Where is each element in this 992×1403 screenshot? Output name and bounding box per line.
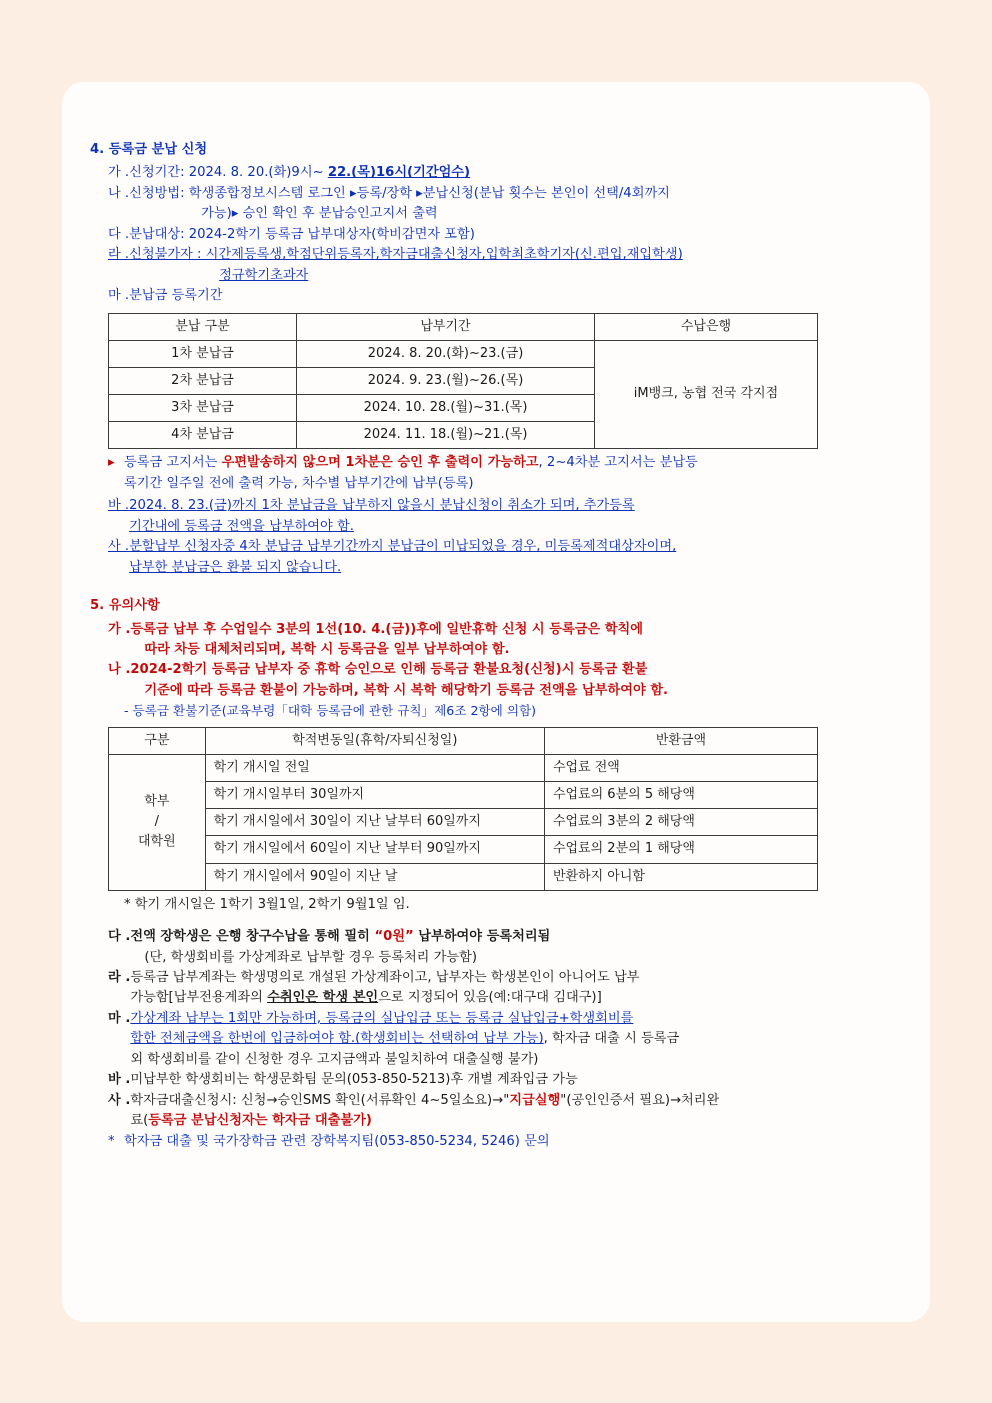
item-label: 가 . — [108, 165, 130, 181]
section-5-item-ba — [108, 1070, 902, 1090]
note-text-post: , 2~4차분 고지서는 분납등 — [538, 455, 698, 471]
table-header-row — [109, 727, 818, 754]
col-header-division: 분납 구분 — [109, 313, 297, 340]
category-line-1: 학부 — [144, 794, 170, 810]
item-text: 등록금 납부계좌는 학생명의로 개설된 가상계좌이고, 납부자는 학생본인이 아니어도 납부 — [130, 970, 640, 986]
item-cont-part-2: , 학자금 대출 시 등록금 — [543, 1031, 680, 1047]
note-text-line2: 록기간 일주일 전에 출력 가능, 차수별 납부기간에 납부(등록) — [124, 475, 474, 491]
item-label: 나 . — [108, 185, 130, 201]
item-text-cont: 기간내에 등록금 전액을 납부하여야 함. — [129, 518, 354, 534]
col-header-period: 납부기간 — [297, 313, 595, 340]
item-text-part-3: "(공인인증서 필요)→처리완 — [560, 1092, 720, 1108]
cell-period: 2024. 10. 28.(월)~31.(목) — [297, 395, 595, 422]
cell-division: 3차 분납금 — [109, 395, 297, 422]
item-cont-part-1: 가능함[납부전용계좌의 — [130, 990, 268, 1006]
section-4-item-ma — [108, 286, 902, 306]
item-text: 분할납부 신청자중 4차 분납금 납부기간까지 분납금이 미납되었을 경우, 미등록제적대상자이며, — [129, 539, 677, 555]
item-text: 미납부한 학생회비는 학생문화팀 문의(053-850-5213)후 개별 계좌입금 가능 — [130, 1072, 578, 1088]
table-row — [109, 754, 818, 781]
item-text: 신청불가자 : 시간제등록생,학점단위등록자,학자금대출신청자,입학최초학기자(신.편입,재입학생) — [129, 247, 683, 263]
section-4-item-da — [108, 225, 902, 245]
item-label: 사 . — [108, 539, 130, 555]
item-label: 바 . — [108, 498, 130, 514]
section-5-item-ma — [108, 1009, 902, 1070]
refund-standard-note: - 등록금 환불기준(교육부령「대학 등록금에 관한 규칙」제6조 2항에 의함) — [124, 703, 537, 719]
cell-refund-amount: 수업료의 2분의 1 해당액 — [544, 836, 817, 863]
asterisk-icon: * — [108, 1133, 115, 1149]
item-text: 가상계좌 납부는 1회만 가능하며, 등록금의 실납입금 또는 등록금 실납입금+학생회비를 — [130, 1010, 634, 1026]
table-row — [109, 809, 818, 836]
section-4-item-ra — [108, 245, 902, 286]
section-4-heading: 4. 등록금 분납 신청 — [90, 142, 208, 157]
cell-refund-amount: 수업료 전액 — [544, 754, 817, 781]
item-cont-part-2: 등록금 분납신청자는 학자금 대출불가) — [148, 1113, 372, 1129]
item-label: 다 . — [108, 929, 131, 945]
cell-change-date: 학기 개시일에서 60일이 지난 날부터 90일까지 — [205, 836, 544, 863]
section-4-item-ba — [108, 496, 902, 537]
item-label: 다 . — [108, 226, 130, 242]
note-text-pre: 등록금 고지서는 — [124, 455, 222, 471]
cell-period: 2024. 8. 20.(화)~23.(금) — [297, 340, 595, 367]
item-text: 등록금 납부 후 수업일수 3분의 1선(10. 4.(금))후에 일반휴학 신청 시 등록금은 학칙에 — [130, 621, 644, 637]
section-5-item-ga — [108, 620, 902, 661]
item-text: 2024-2학기 등록금 납부자 중 휴학 승인으로 인해 등록금 환불요청(신청)시 등록금 환불 — [130, 662, 648, 678]
section-5-item-sa — [108, 1091, 902, 1132]
item-cont-part-1: 합한 전체금액을 한번에 입금하여야 함.(학생회비는 선택하여 납부 가능) — [130, 1031, 544, 1047]
item-text: 신청기간: 2024. 8. 20.(화)9시~ — [129, 165, 328, 181]
category-line-2: / — [154, 814, 160, 830]
section-4-item-ga — [108, 163, 902, 183]
installment-schedule-table — [108, 313, 818, 450]
final-note — [108, 1132, 902, 1152]
item-label: 마 . — [108, 1010, 131, 1026]
table-row — [109, 836, 818, 863]
bullet-marker-icon: ▸ — [108, 455, 115, 471]
item-label: 라 . — [108, 970, 131, 986]
item-text-part-2: 지급실행 — [509, 1092, 561, 1108]
item-text-part-3: 납부하여야 등록처리됨 — [413, 929, 551, 945]
table-header-row — [109, 313, 818, 340]
item-label: 마 . — [108, 288, 130, 304]
item-label: 바 . — [108, 1072, 131, 1088]
item-text-cont: 가능)▸ 승인 확인 후 분납승인고지서 출력 — [201, 206, 438, 222]
item-label: 사 . — [108, 1092, 131, 1108]
cell-refund-amount: 수업료의 3분의 2 해당액 — [544, 809, 817, 836]
cell-change-date: 학기 개시일에서 30일이 지난 날부터 60일까지 — [205, 809, 544, 836]
item-text-cont: 정규학기초과자 — [219, 267, 309, 283]
item-emphasis: 22.(목)16시(기간엄수) — [327, 165, 471, 181]
table-row — [109, 782, 818, 809]
section-4-note-bullet — [108, 453, 902, 494]
cell-bank: iM뱅크, 농협 전국 각지점 — [595, 340, 818, 449]
section-5-item-na — [108, 660, 902, 701]
item-cont-2: 외 학생회비를 같이 신청한 경우 고지금액과 불일치하여 대출실행 불가) — [130, 1051, 539, 1067]
refund-standard-table — [108, 727, 818, 891]
cell-refund-amount: 반환하지 아니함 — [544, 863, 817, 890]
item-text-cont: (단, 학생회비를 가상계좌로 납부할 경우 등록처리 가능함) — [144, 949, 477, 965]
document-content — [90, 140, 902, 1152]
section-5-heading: 5. 유의사항 — [90, 598, 160, 614]
item-label: 나 . — [108, 662, 131, 678]
item-cont-part-2: 수취인은 학생 본인 — [267, 990, 379, 1006]
document-page — [62, 82, 930, 1322]
item-text-part-1: 전액 장학생은 은행 창구수납을 통해 필히 — [130, 929, 375, 945]
item-text-cont: 납부한 분납금은 환불 되지 않습니다. — [129, 559, 342, 575]
cell-division: 2차 분납금 — [109, 367, 297, 394]
category-line-3: 대학원 — [137, 834, 176, 850]
section-5-item-ra — [108, 968, 902, 1009]
item-text-cont: 따라 차등 대체처리되며, 복학 시 등록금을 일부 납부하여야 함. — [144, 641, 510, 657]
cell-change-date: 학기 개시일 전일 — [205, 754, 544, 781]
table-row — [109, 340, 818, 367]
table-row — [109, 863, 818, 890]
cell-division: 1차 분납금 — [109, 340, 297, 367]
item-text: 분납대상: 2024-2학기 등록금 납부대상자(학비감면자 포함) — [129, 226, 475, 242]
cell-period: 2024. 11. 18.(월)~21.(목) — [297, 422, 595, 449]
col-header-bank: 수납은행 — [595, 313, 818, 340]
section-5-item-da — [108, 927, 902, 968]
col-header-category: 구분 — [109, 727, 206, 754]
item-text-cont: 기준에 따라 등록금 환불이 가능하며, 복학 시 복학 해당학기 등록금 전액을 납부하여야 함. — [144, 682, 669, 698]
item-label: 가 . — [108, 621, 131, 637]
col-header-refund-amount: 반환금액 — [544, 727, 817, 754]
section-4-item-na — [108, 184, 902, 225]
item-text: 2024. 8. 23.(금)까지 1차 분납금을 납부하지 않을시 분납신청이 취소가 되며, 추가등록 — [129, 498, 635, 514]
item-text-part-2: “0원” — [374, 929, 414, 945]
note-emphasis: 우편발송하지 않으며 1차분은 승인 후 출력이 가능하고 — [221, 455, 539, 471]
refund-table-note: * 학기 개시일은 1학기 3월1일, 2학기 9월1일 임. — [124, 896, 410, 912]
final-note-text: 학자금 대출 및 국가장학금 관련 장학복지팀(053-850-5234, 5246) 문의 — [124, 1133, 550, 1149]
item-text: 분납금 등록기간 — [129, 288, 223, 304]
item-text: 신청방법: 학생종합정보시스템 로그인 ▸등록/장학 ▸분납신청(분납 횟수는 본인이 선택/4회까지 — [129, 185, 670, 201]
cell-category — [109, 754, 206, 890]
cell-period: 2024. 9. 23.(월)~26.(목) — [297, 367, 595, 394]
item-text-part-1: 학자금대출신청시: 신청→승인SMS 확인(서류확인 4~5일소요)→" — [130, 1092, 510, 1108]
cell-change-date: 학기 개시일부터 30일까지 — [205, 782, 544, 809]
cell-refund-amount: 수업료의 6분의 5 해당액 — [544, 782, 817, 809]
item-cont-part-1: 료( — [130, 1113, 149, 1129]
item-label: 라 . — [108, 247, 130, 263]
cell-division: 4차 분납금 — [109, 422, 297, 449]
item-cont-part-3: 으로 지정되어 있음(예:대구대 김대구)] — [378, 990, 602, 1006]
col-header-change-date: 학적변동일(휴학/자퇴신청일) — [205, 727, 544, 754]
cell-change-date: 학기 개시일에서 90일이 지난 날 — [205, 863, 544, 890]
section-4-item-sa — [108, 537, 902, 578]
